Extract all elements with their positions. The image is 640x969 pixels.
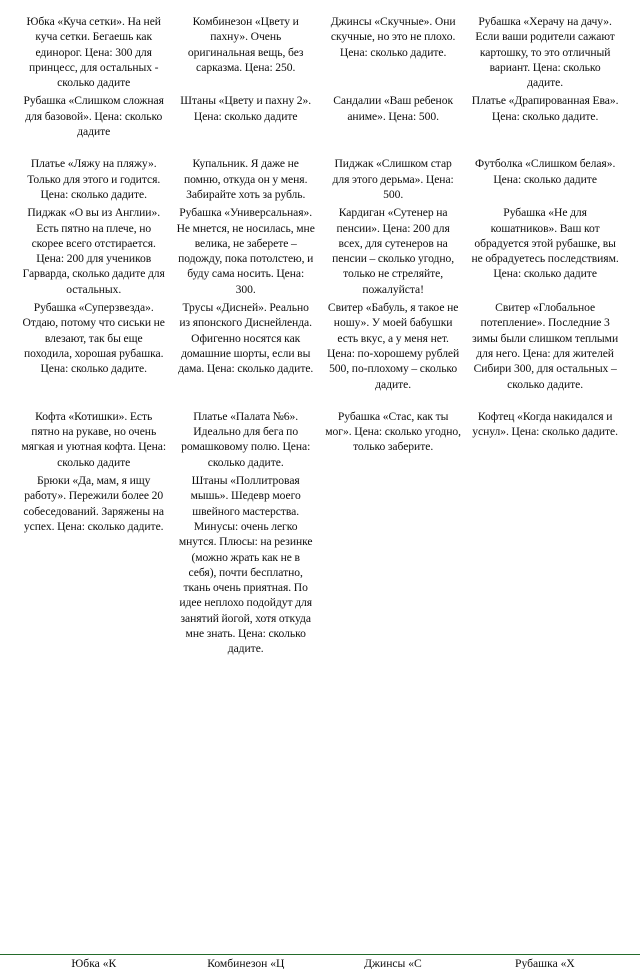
listing-cell xyxy=(320,473,466,657)
listing-item-text: Платье «Драпированная Ева». Цена: сколько дадите. xyxy=(471,94,619,123)
listing-item-text: Платье «Палата №6». Идеально для бега по ромашковому полю. Цена: сколько дадите. xyxy=(181,409,311,469)
listing-item-text: Трусы «Дисней». Реально из японского Диснейленда. Офигенно носятся как домашние шорты, если вы дама. Цена: сколько дадите. xyxy=(178,301,314,376)
listing-item-text: Кардиган «Сутенер на пенсии». Цена: 200 для всех, для сутенеров на пенсии – сколько угодно, только не стреляйте, пожалуйста! xyxy=(332,206,455,296)
table-row xyxy=(16,409,624,473)
listing-item-text xyxy=(471,473,619,474)
listing-cell xyxy=(171,300,320,409)
listing-cell xyxy=(171,93,320,156)
listing-cell xyxy=(320,409,466,473)
listing-item-text: Брюки «Да, мам, я ищу работу». Пережили более 20 собеседований. Заряжены на успех. Цена: сколько дадите. xyxy=(23,474,165,533)
listing-cell xyxy=(466,14,624,93)
listing-cell xyxy=(16,14,171,93)
listing-item-text: Кофтец «Когда накидался и уснул». Цена: сколько дадите. xyxy=(472,409,618,439)
listing-cell xyxy=(171,14,320,93)
listing-cell xyxy=(466,156,624,205)
listing-cell xyxy=(320,93,466,156)
listing-item-text: Футболка «Слишком белая». Цена: сколько дадите xyxy=(474,157,616,186)
listing-item-text: Рубашка «Херачу на дачу». Если ваши родители сажают картошку, то это отличный вариант. Цена: сколько дадите. xyxy=(475,15,615,90)
listing-item-text: Пиджак «Слишком стар для этого дерьма». Цена: 500. xyxy=(332,157,454,201)
listing-item-text: Штаны «Поллитровая мышь». Шедевр моего швейного мастерства. Минусы: очень легко мнутся. Плюсы: на резинке (можно жрать как не в себя), почти бесплатно, ткань очень приятная. По идее неплохо подойдут для занятий йогой, хотя откуда мне знать. Цена: сколько дадите. xyxy=(178,474,313,656)
listing-cell xyxy=(320,300,466,409)
listing-cell xyxy=(466,409,624,473)
table-row xyxy=(16,473,624,657)
table-row xyxy=(16,93,624,156)
listing-cell xyxy=(466,205,624,300)
clothing-listing-table xyxy=(16,14,624,657)
listing-item-text: Рубашка «Слишком сложная для базовой». Цена: сколько дадите xyxy=(23,94,164,139)
table-row xyxy=(16,14,624,93)
listing-cell xyxy=(171,156,320,205)
listing-item-text: Рубашка «Стас, как ты мог». Цена: сколько угодно, только заберите. xyxy=(325,409,461,454)
listing-cell xyxy=(16,156,171,205)
listing-item-text: Свитер «Глобальное потепление». Последние 3 зимы были слишком теплыми для него. Цена: для жителей Сибири 300, для остальных – сколько дадите. xyxy=(472,301,619,391)
table-row xyxy=(16,300,624,409)
table-row xyxy=(16,156,624,205)
listing-item-text: Кофта «Котишки». Есть пятно на рукаве, но очень мягкая и уютная кофта. Цена: сколько дадите xyxy=(21,409,167,469)
listing-item-text: Свитер «Бабуль, я такое не ношу». У моей бабушки есть вкус, а у меня нет. Цена: по-хорошему рублей 500, по-плохому – сколько дадите. xyxy=(327,301,460,391)
clipped-cell: Рубашка «Х xyxy=(515,957,575,969)
listing-cell xyxy=(320,156,466,205)
listing-cell xyxy=(320,205,466,300)
listing-item-text: Юбка «Куча сетки». На ней куча сетки. Бегаешь как единорог. Цена: 300 для принцесс, для остальных - сколько дадите xyxy=(26,15,161,90)
listing-cell xyxy=(466,300,624,409)
listing-item-text xyxy=(325,473,461,474)
listing-item-text: Сандалии «Ваш ребенок аниме». Цена: 500. xyxy=(333,94,454,123)
listing-cell xyxy=(171,205,320,300)
page-footer-zone xyxy=(0,947,640,969)
listing-cell xyxy=(16,409,171,473)
listing-cell xyxy=(171,409,320,473)
listing-cell xyxy=(16,473,171,657)
listing-item-text: Комбинезон «Цвету и пахну». Очень оригинальная вещь, без сарказма. Цена: 250. xyxy=(187,15,304,74)
listing-cell xyxy=(16,205,171,300)
listing-body xyxy=(16,14,624,657)
listing-item-text: Джинсы «Скучные». Они скучные, но это не плохо. Цена: сколько дадите. xyxy=(330,15,456,59)
listing-item-text: Рубашка «Суперзвезда». Отдаю, потому что сиськи не влезают, так бы еще походила, хорошая рубашка. Цена: сколько дадите. xyxy=(22,301,165,376)
listing-cell xyxy=(171,473,320,657)
clipped-cell: Джинсы «С xyxy=(364,957,422,969)
listing-cell xyxy=(466,93,624,156)
listing-cell xyxy=(16,93,171,156)
clipped-next-row xyxy=(16,956,624,969)
listing-item-text: Платье «Ляжу на пляжу». Только для этого и годится. Цена: сколько дадите. xyxy=(27,157,161,201)
listing-item-text: Рубашка «Универсальная». Не мнется, не носилась, мне велика, не заберете – подожду, пока потолстею, и буду сама носить. Цена: 300. xyxy=(176,206,315,296)
listing-cell xyxy=(320,14,466,93)
listing-item-text: Штаны «Цвету и пахну 2». Цена: сколько дадите xyxy=(180,94,312,123)
listing-item-text: Рубашка «Не для кошатников». Ваш кот обрадуется этой рубашке, вы не обрадуетесь последствиям. Цена: сколько дадите xyxy=(471,206,619,281)
listing-cell xyxy=(466,473,624,657)
listing-item-text: Пиджак «О вы из Англии». Есть пятно на плече, но скорее всего отстирается. Цена: 200 для учеников Гарварда, сколько дадите для остальных. xyxy=(22,206,165,296)
listing-item-text: Купальник. Я даже не помню, откуда он у меня. Забирайте хоть за рубль. xyxy=(183,157,308,201)
listing-cell xyxy=(16,300,171,409)
clipped-cell: Юбка «К xyxy=(71,957,117,969)
clipped-cell: Комбинезон «Ц xyxy=(207,957,285,969)
table-row xyxy=(16,205,624,300)
